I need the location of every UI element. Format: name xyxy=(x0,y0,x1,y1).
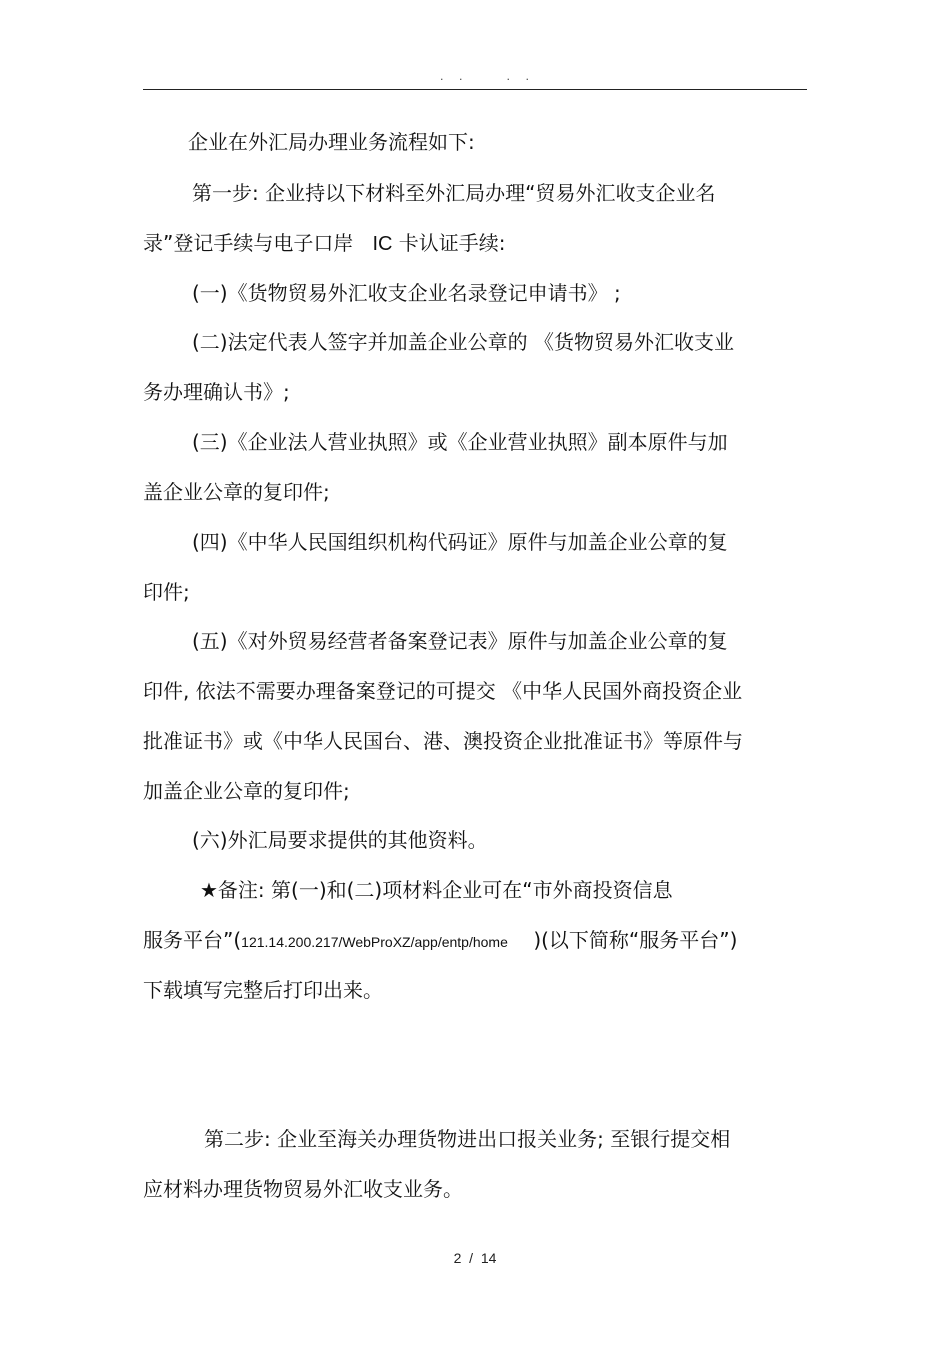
step2-line2: 应材料办理货物贸易外汇收支业务。 xyxy=(143,1177,463,1201)
item4-line1: (四)《中华人民国组织机构代码证》原件与加盖企业公章的复 xyxy=(192,530,728,554)
step1-line2-ic: IC xyxy=(372,233,393,255)
item6-line: (六)外汇局要求提供的其他资料。 xyxy=(192,828,488,852)
note-line1: ★备注: 第(一)和(二)项材料企业可在“市外商投资信息 xyxy=(200,878,673,902)
item5-line3: 批准证书》或《中华人民国台、港、澳投资企业批准证书》等原件与 xyxy=(143,729,743,753)
item5-line4: 加盖企业公章的复印件; xyxy=(143,779,350,803)
note-line2-b: )(以下简称“服务平台”) xyxy=(507,928,738,952)
item2-line2: 务办理确认书》; xyxy=(143,380,290,404)
item3-line1: (三)《企业法人营业执照》或《企业营业执照》副本原件与加 xyxy=(192,430,728,454)
item3-line2: 盖企业公章的复印件; xyxy=(143,480,330,504)
step1-line1: 第一步: 企业持以下材料至外汇局办理“贸易外汇收支企业名 xyxy=(192,181,716,205)
platform-url: 121.14.200.217/WebProXZ/app/entp/home xyxy=(241,934,508,950)
intro-line: 企业在外汇局办理业务流程如下: xyxy=(188,130,475,154)
step1-line2-b: 卡认证手续: xyxy=(392,231,506,255)
item5-line2: 印件, 依法不需要办理备案登记的可提交 《中华人民国外商投资企业 xyxy=(143,679,743,703)
note-line2-a: 服务平台”( xyxy=(143,928,242,952)
step1-line2-a: 录”登记手续与电子口岸 xyxy=(143,231,373,255)
page-number: 2 / 14 xyxy=(453,1250,497,1266)
header-rule xyxy=(143,89,807,90)
item4-line2: 印件; xyxy=(143,580,190,604)
item5-line1: (五)《对外贸易经营者备案登记表》原件与加盖企业公章的复 xyxy=(192,629,728,653)
item1-line: (一)《货物贸易外汇收支企业名录登记申请书》 ; xyxy=(192,281,621,305)
header-marks: . . . . xyxy=(440,70,535,83)
note-line3: 下载填写完整后打印出来。 xyxy=(143,978,383,1002)
note-line2 xyxy=(143,928,737,954)
step2-line1: 第二步: 企业至海关办理货物进出口报关业务; 至银行提交相 xyxy=(204,1127,731,1151)
item2-line1: (二)法定代表人签字并加盖企业公章的 《货物贸易外汇收支业 xyxy=(192,330,734,354)
step1-line2 xyxy=(143,231,506,256)
